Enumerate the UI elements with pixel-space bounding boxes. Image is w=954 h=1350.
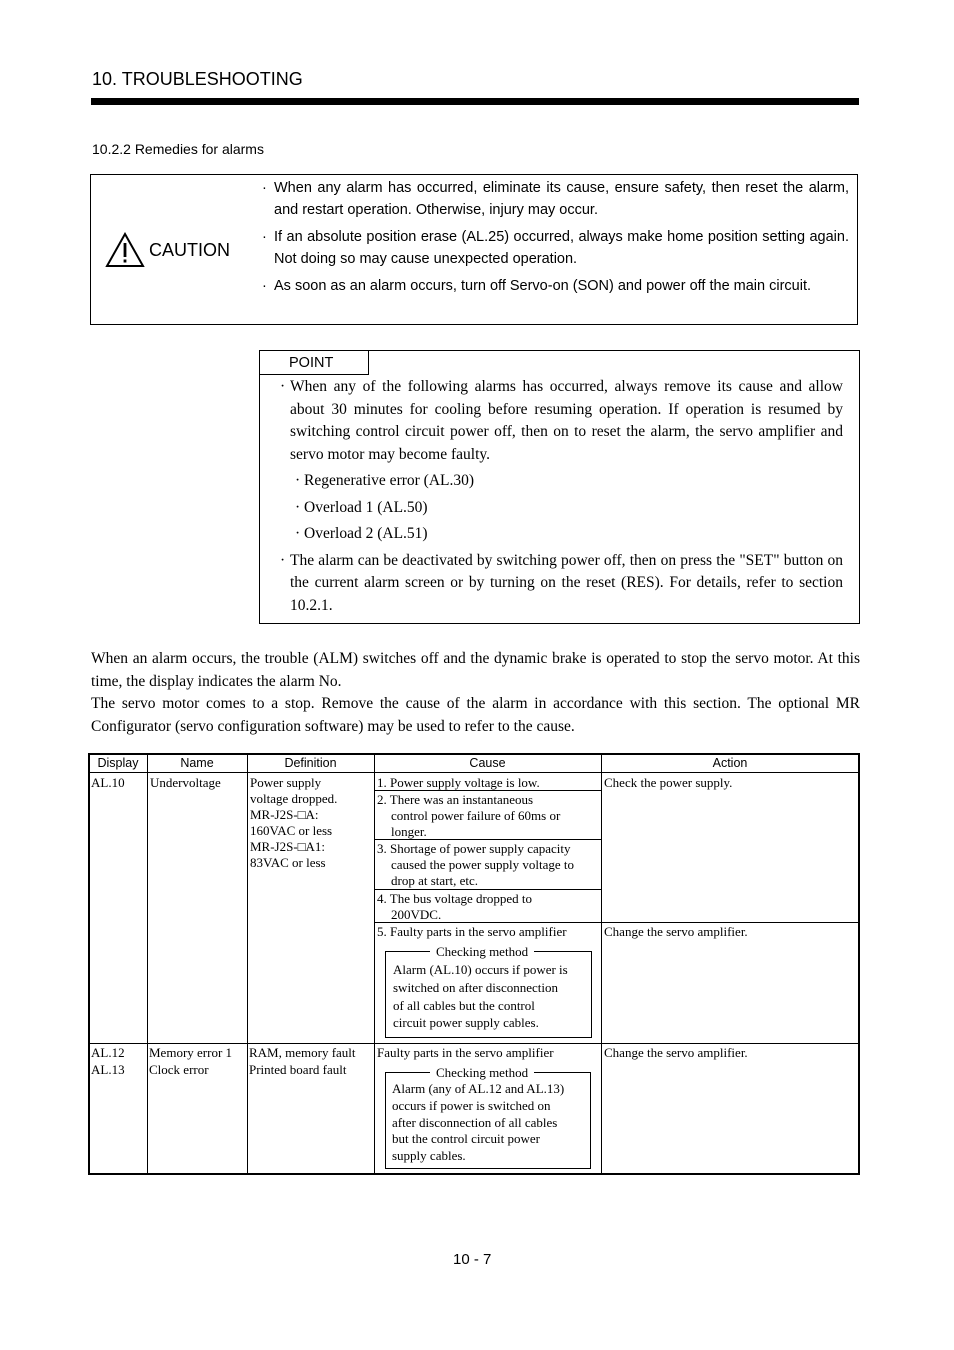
cause-divider (374, 889, 601, 890)
alarm-display: AL.12 (91, 1045, 125, 1060)
alarm-action: Check the power supply. (604, 775, 733, 790)
table-header-action: Action (712, 756, 748, 770)
section-heading: 10.2.2 Remedies for alarms (92, 141, 264, 157)
point-list (280, 376, 843, 617)
checking-method-title: Checking method (430, 1065, 534, 1081)
checking-method-text: Alarm (any of AL.12 and AL.13) occurs if power is switched on after disconnection of all cables but the control circuit power supply cables. (392, 1081, 565, 1164)
caution-item: · As soon as an alarm occurs, turn off Servo-on (SON) and power off the main circuit. (262, 278, 812, 294)
table-column-divider (247, 754, 248, 1174)
cause-item: 1. Power supply voltage is low. (377, 775, 540, 790)
cause-item: 4. The bus voltage dropped to 200VDC. (377, 891, 533, 922)
caution-label: CAUTION (149, 239, 230, 260)
cause-item: 2. There was an instantaneous control power failure of 60ms or longer. (377, 792, 561, 839)
table-header-name: Name (180, 756, 214, 770)
alarm-display: AL.10 (91, 775, 125, 790)
table-column-divider (601, 754, 602, 1174)
point-sub-item: · Overload 1 (AL.50) (295, 498, 428, 516)
caution-label-group (105, 232, 230, 268)
point-item: · When any of the following alarms has occurred, always remove its cause and allow about 30 minutes for cooling before resuming operation. If operation is resumed by switching control circuit power off, then on to reset the alarm, the servo amplifier and servo motor may become faulty. (280, 378, 843, 463)
point-sub-item: · Overload 2 (AL.51) (295, 525, 428, 542)
warning-triangle-icon (105, 232, 145, 268)
point-item: · The alarm can be deactivated by switching power off, then on press the "SET" button on the current alarm screen or by turning on the reset (RES). For details, refer to section 10.2.1. (280, 551, 843, 614)
table-column-divider (147, 754, 148, 1174)
caution-list (262, 177, 849, 302)
point-sub-item: · Regenerative error (AL.30) (295, 472, 475, 489)
title-rule (91, 98, 859, 105)
page-number: 10 - 7 (453, 1251, 492, 1268)
checking-method-title: Checking method (430, 944, 534, 960)
table-header-display: Display (97, 756, 139, 770)
cause-item: 3. Shortage of power supply capacity caused the power supply voltage to drop at start, etc. (377, 841, 575, 888)
alarm-action: Change the servo amplifier. (604, 1045, 748, 1060)
alarm-action: Change the servo amplifier. (604, 924, 748, 939)
caution-item: · When any alarm has occurred, eliminate its cause, ensure safety, then reset the alarm, and restart operation. Otherwise, injury may occur. (262, 180, 849, 218)
chapter-title: 10. TROUBLESHOOTING (92, 69, 303, 89)
table-header-definition: Definition (284, 756, 337, 770)
alarm-name: Memory error 1 (149, 1045, 233, 1060)
alarm-name: Undervoltage (150, 775, 221, 790)
alarm-display: AL.13 (91, 1062, 125, 1077)
body-paragraph: The servo motor comes to a stop. Remove the cause of the alarm in accordance with this section. The optional MR Configurator (servo configuration software) may be used to refer to the cause. (91, 695, 860, 735)
alarm-name: Clock error (149, 1062, 209, 1077)
table-row-divider (89, 1043, 859, 1044)
cause-item: 5. Faulty parts in the servo amplifier (377, 924, 567, 939)
caution-item: · If an absolute position erase (AL.25) occurred, always make home position setting again. Not doing so may cause unexpected operation. (262, 229, 849, 267)
body-paragraph: When an alarm occurs, the trouble (ALM) switches off and the dynamic brake is operated to stop the servo motor. At this time, the display indicates the alarm No. (91, 650, 860, 690)
alarm-definition: Power supply voltage dropped. MR-J2S-□A: 160VAC or less MR-J2S-□A1: 83VAC or less (250, 775, 338, 870)
checking-method-text: Alarm (AL.10) occurs if power is switched on after disconnection of all cables but the control circuit power supply cables. (393, 962, 568, 1031)
alarm-definition: RAM, memory fault (249, 1045, 356, 1060)
table-header-divider (89, 772, 859, 773)
alarm-definition: Printed board fault (249, 1062, 347, 1077)
point-label: POINT (259, 350, 369, 375)
table-column-divider (374, 754, 375, 1174)
table-header-cause: Cause (469, 756, 506, 770)
cause-item: Faulty parts in the servo amplifier (377, 1045, 554, 1060)
